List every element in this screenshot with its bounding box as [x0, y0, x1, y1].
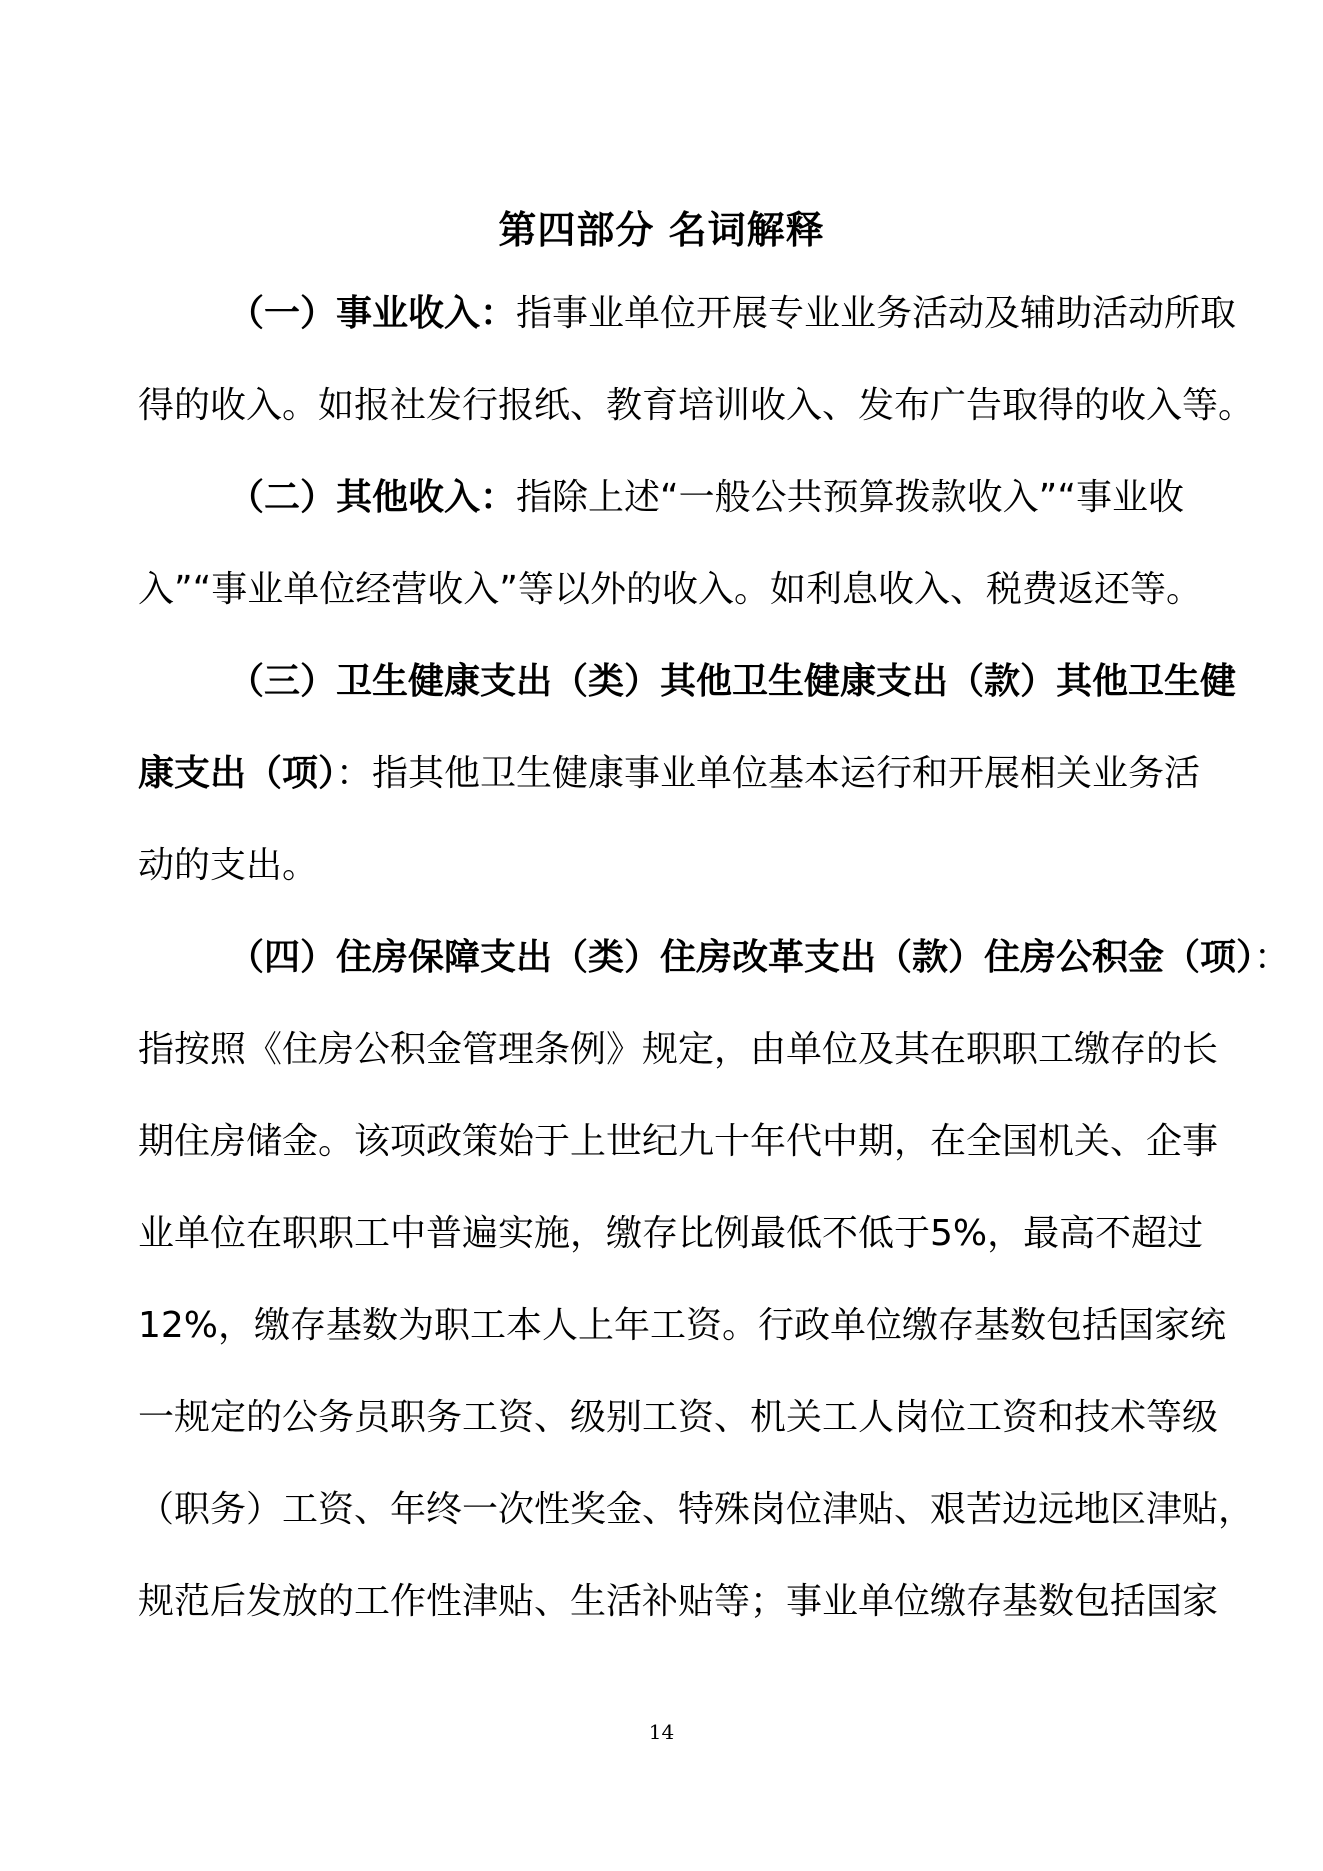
term-heading: （四）住房保障支出（类）住房改革支出（款）住房公积金（项）	[228, 937, 1255, 978]
term-heading: （三）卫生健康支出（类）其他卫生健康支出（款）其他卫生健	[228, 661, 1237, 702]
definition-text: 业单位在职职工中普遍实施，缴存比例最低不低于5%，最高不超过	[138, 1213, 1204, 1254]
paragraph-3-line-1	[228, 659, 1236, 705]
definition-text: 指事业单位开展专业业务活动及辅助活动所取	[516, 293, 1237, 334]
paragraph-4-line-4	[138, 1211, 1203, 1257]
paragraph-3-line-3	[138, 843, 318, 889]
definition-text: 一规定的公务员职务工资、级别工资、机关工人岗位工资和技术等级	[138, 1397, 1219, 1438]
paragraph-4-line-7	[138, 1487, 1254, 1533]
paragraph-4-line-2	[138, 1027, 1218, 1073]
page-number: 14	[648, 1720, 675, 1744]
definition-text: 得的收入。如报社发行报纸、教育培训收入、发布广告取得的收入等。	[138, 385, 1255, 426]
term-heading: （一）事业收入：	[228, 293, 517, 334]
paragraph-1-line-2	[138, 383, 1254, 429]
definition-text: 动的支出。	[138, 845, 319, 886]
page-title: 第四部分 名词解释	[498, 208, 825, 252]
paragraph-2-line-2	[138, 567, 1202, 613]
paragraph-1-line-1	[228, 291, 1236, 337]
paragraph-4-line-3	[138, 1119, 1218, 1165]
paragraph-3-line-2	[138, 751, 1200, 797]
paragraph-4-line-5	[138, 1303, 1226, 1349]
definition-text: 期住房储金。该项政策始于上世纪九十年代中期，在全国机关、企事	[138, 1121, 1219, 1162]
definition-text: ：	[1254, 937, 1291, 978]
term-heading: （二）其他收入：	[228, 477, 517, 518]
definition-text: 12%，缴存基数为职工本人上年工资。行政单位缴存基数包括国家统	[138, 1305, 1227, 1346]
definition-text: 指按照《住房公积金管理条例》规定，由单位及其在职职工缴存的长	[138, 1029, 1219, 1070]
definition-text: 规范后发放的工作性津贴、生活补贴等；事业单位缴存基数包括国家	[138, 1581, 1219, 1622]
term-heading: 康支出（项）	[138, 753, 337, 794]
paragraph-4-line-1	[228, 935, 1290, 981]
definition-text: ：指其他卫生健康事业单位基本运行和开展相关业务活	[336, 753, 1201, 794]
paragraph-4-line-6	[138, 1395, 1218, 1441]
definition-text: （职务）工资、年终一次性奖金、特殊岗位津贴、艰苦边远地区津贴，	[138, 1489, 1255, 1530]
definition-text: 入”“事业单位经营收入”等以外的收入。如利息收入、税费返还等。	[138, 569, 1202, 610]
paragraph-4-line-8	[138, 1579, 1218, 1625]
definition-text: 指除上述“一般公共预算拨款收入”“事业收	[516, 477, 1184, 518]
paragraph-2-line-1	[228, 475, 1184, 521]
